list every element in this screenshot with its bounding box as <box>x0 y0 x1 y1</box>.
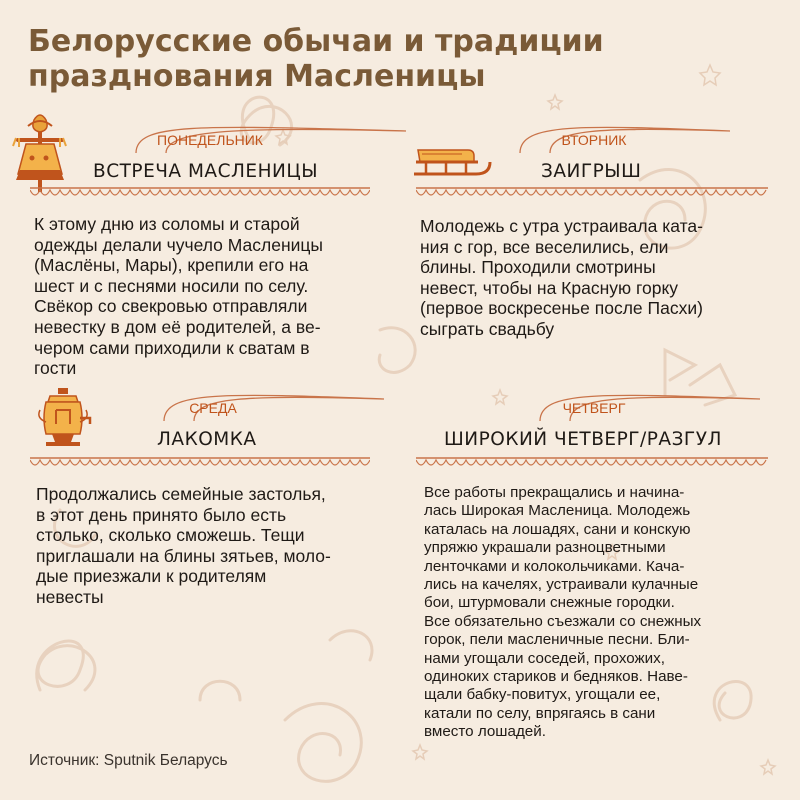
text-line: столько, сколько сможешь. Тещи <box>36 525 305 546</box>
star-decoration <box>493 390 507 404</box>
text-line: ния с гор, все веселились, ели <box>420 236 669 257</box>
text-line: дые приезжали к родителям <box>36 566 267 587</box>
text-line: в этот день принято было есть <box>36 504 287 525</box>
ornament-border <box>416 456 768 470</box>
page-title <box>28 24 688 94</box>
text-line: гости <box>34 358 77 379</box>
text-line: (первое воскресенье после Пасхи) <box>420 298 703 319</box>
text-line: горок, пели масленичные песни. Бли- <box>424 631 690 649</box>
text-line: щали бабку-повитух, угощали ее, <box>424 686 661 704</box>
star-decoration <box>548 95 562 109</box>
day-heading-tuesday: ЗАИГРЫШ <box>541 161 642 182</box>
day-description-thursday <box>424 484 762 742</box>
sled-icon <box>412 146 494 186</box>
day-heading-thursday: ШИРОКИЙ ЧЕТВЕРГ/РАЗГУЛ <box>444 429 722 450</box>
day-description-wednesday <box>36 484 376 608</box>
text-line: лись на качелях, устраивали кулачные <box>424 576 699 594</box>
flag-decoration <box>665 350 695 395</box>
day-label-wednesday: СРЕДА <box>170 394 256 422</box>
text-line: упряжю украшали разноцветными <box>424 539 666 557</box>
text-line: приглашали на блины зятьев, моло- <box>36 545 331 566</box>
text-line: бои, штурмовали снежные городки. <box>424 594 675 612</box>
swirl-decoration <box>379 328 415 373</box>
text-line: К этому дню из соломы и старой <box>34 214 300 234</box>
text-line: Свёкор со свекровью отправляли <box>34 296 308 317</box>
text-line: вместо лошадей. <box>424 723 546 741</box>
ornament-border <box>30 456 370 470</box>
ornament-border <box>416 186 768 200</box>
text-line: ленточками и колокольчиками. Кача- <box>424 557 685 575</box>
day-heading-monday: ВСТРЕЧА МАСЛЕНИЦЫ <box>93 161 319 182</box>
text-line: лась Широкая Масленица. Молодежь <box>424 502 691 520</box>
star-decoration <box>413 745 427 759</box>
star-decoration <box>761 760 775 774</box>
text-line: Продолжались семейные застолья, <box>36 484 326 504</box>
text-line: Молодежь с утра устраивала ката- <box>420 216 703 236</box>
day-description-tuesday <box>420 216 762 340</box>
text-line: невест, чтобы на Красную горку <box>420 277 679 298</box>
title-line-2: празднования Масленицы <box>28 59 486 94</box>
day-label-tuesday: ВТОРНИК <box>526 126 662 154</box>
text-line: одежды делали чучело Масленицы <box>34 234 323 255</box>
day-label-outline <box>134 391 394 425</box>
day-label-outline <box>510 391 770 425</box>
swirl-decoration <box>285 704 361 782</box>
text-line: сыграть свадьбу <box>420 318 555 339</box>
pretzel-decoration <box>37 641 95 690</box>
day-description-monday <box>34 214 372 379</box>
samovar-icon <box>38 388 94 452</box>
text-line: (Маслёны, Мары), крепили его на <box>34 255 309 276</box>
text-line: невесты <box>36 586 104 607</box>
swirl-decoration <box>330 631 372 660</box>
star-decoration <box>700 65 720 85</box>
text-line: Все работы прекращались и начина- <box>424 484 685 501</box>
day-label-thursday: ЧЕТВЕРГ <box>546 394 642 422</box>
text-line: каталась на лошадях, сани и конскую <box>424 520 691 538</box>
maslenitsa-effigy-icon <box>12 112 68 192</box>
text-line: шест и с песнями носили по селу. <box>34 275 309 296</box>
text-line: чером сами приходили к сватам в <box>34 337 310 358</box>
source-credit: Источник: Sputnik Беларусь <box>29 752 228 769</box>
text-line: нами угощали соседей, прохожих, <box>424 649 665 667</box>
text-line: Все обязательно съезжали со снежных <box>424 612 702 630</box>
text-line: невестку в дом её родителей, а ве- <box>34 316 321 337</box>
swirl-decoration <box>200 681 240 700</box>
text-line: катали по селу, впрягаясь в сани <box>424 704 656 722</box>
day-label-monday: ПОНЕДЕЛЬНИК <box>140 126 280 154</box>
day-heading-wednesday: ЛАКОМКА <box>157 429 257 450</box>
text-line: блины. Проходили смотрины <box>420 257 656 278</box>
ornament-border <box>30 186 370 200</box>
title-line-1: Белорусские обычаи и традиции <box>28 24 604 59</box>
text-line: одиноких стариков и бедняков. Наве- <box>424 668 688 686</box>
